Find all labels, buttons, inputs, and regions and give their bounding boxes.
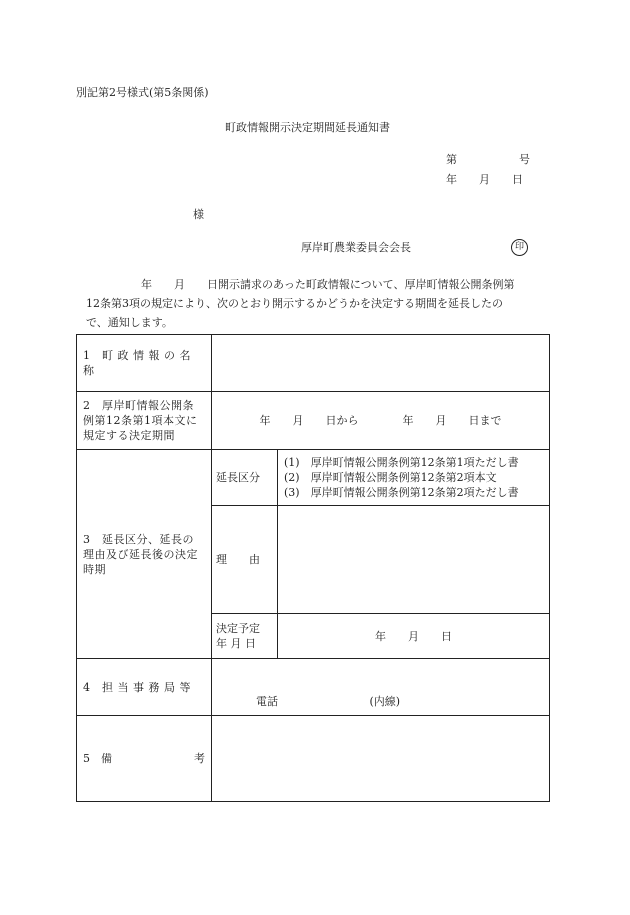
office-extension: (内線): [369, 695, 401, 708]
form-identifier: 別記第2号様式(第5条関係): [76, 86, 209, 99]
issue-date: [446, 173, 523, 187]
extension-option-3[interactable]: (3) 厚岸町情報公開条例第12条第2項ただし書: [284, 486, 519, 499]
row-information-name: [77, 335, 550, 392]
label-scheduled-date-line2: 年 月 日: [216, 637, 256, 650]
value-remarks[interactable]: [212, 716, 550, 802]
value-reason[interactable]: [278, 506, 550, 614]
seal-mark: 印: [511, 239, 528, 256]
extension-type-options: [278, 450, 550, 506]
issue-day: 日: [512, 173, 523, 186]
addressee-honorific: 様: [193, 208, 204, 221]
body-line-1: 年 月 日開示請求のあった町政情報について、厚岸町情報公開条例第: [86, 278, 515, 291]
issuer-name: 厚岸町農業委員会会長: [301, 241, 411, 254]
body-line-2: 12条第3項の規定により、次のとおり開示するかどうかを決定する期間を延長したの: [86, 297, 503, 310]
doc-number-suffix: 号: [519, 153, 530, 166]
body-line-3: で、通知します。: [86, 316, 173, 329]
row-remarks: [77, 716, 550, 802]
label-remarks: [77, 716, 212, 802]
document-title: 町政情報開示決定期間延長通知書: [225, 121, 390, 134]
value-decision-period[interactable]: 年 月 日から 年 月 日まで: [212, 392, 550, 450]
value-scheduled-date[interactable]: 年 月 日: [278, 614, 550, 659]
label-reason: 理 由: [212, 506, 278, 614]
label-scheduled-date-line1: 決定予定: [216, 622, 260, 635]
document-number: [446, 153, 530, 167]
label-scheduled-date: [212, 614, 278, 659]
label-decision-period: 2 厚岸町情報公開条例第12条第1項本文に規定する決定期間: [77, 392, 212, 450]
label-extension-type: 延長区分: [212, 450, 278, 506]
doc-number-prefix: 第: [446, 153, 457, 166]
label-remarks-end: 考: [194, 752, 205, 765]
extension-option-2[interactable]: (2) 厚岸町情報公開条例第12条第2項本文: [284, 471, 497, 484]
notice-body: [86, 275, 556, 332]
value-information-name[interactable]: [212, 335, 550, 392]
row-decision-period: [77, 392, 550, 450]
label-office: 4 担 当 事 務 局 等: [77, 659, 212, 716]
notice-form-table: [76, 334, 550, 802]
extension-option-1[interactable]: (1) 厚岸町情報公開条例第12条第1項ただし書: [284, 456, 519, 469]
issue-year: 年: [446, 173, 457, 186]
issue-month: 月: [479, 173, 490, 186]
value-office[interactable]: [212, 659, 550, 716]
label-information-name: 1 町 政 情 報 の 名 称: [77, 335, 212, 392]
label-remarks-num: 5 備: [83, 752, 112, 765]
office-phone: 電話: [256, 695, 278, 708]
row-extension-type: [77, 450, 550, 506]
row-office: [77, 659, 550, 716]
label-extension-details: 3 延長区分、延長の理由及び延長後の決定時期: [77, 450, 212, 659]
